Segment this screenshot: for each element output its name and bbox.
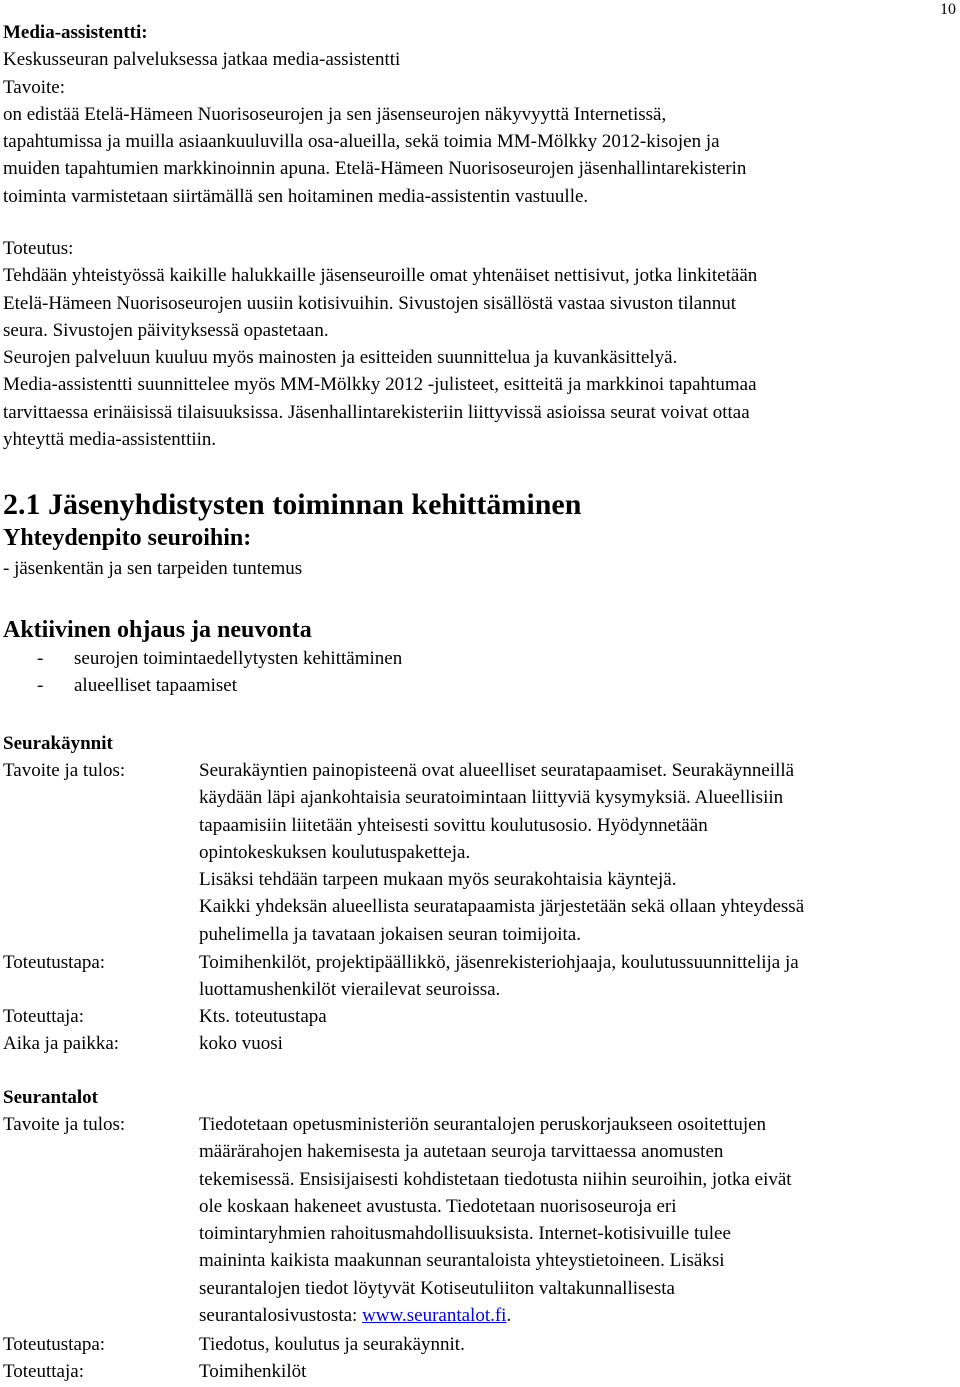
row-value: Kts. toteutustapa [199,1006,327,1027]
seurantalot-link[interactable]: www.seurantalot.fi [362,1305,507,1327]
toteutus-line: seura. Sivustojen päivityksessä opastetaan. [3,319,329,341]
row-value [199,757,958,948]
section-subtitle: Yhteydenpito seuroihin: [3,525,252,551]
row-value [199,949,958,1004]
row-value: Toimihenkilöt [199,1361,307,1382]
value-line: tekemisessä. Ensisijaisesti kohdistetaan tiedotusta niihin seuroihin, jotka eivät [199,1168,792,1190]
value-line: seurantalojen tiedot löytyvät Kotiseutuliiton valtakunnallisesta [199,1277,675,1299]
seurantalot-toteutustapa-row [3,1331,958,1358]
row-value: koko vuosi [199,1033,283,1054]
toteutus-line: Seurojen palveluun kuuluu myös mainosten ja esitteiden suunnittelua ja kuvankäsittelyä. [3,347,678,369]
value-line: tapaamisiin liitetään yhteisesti sovittu koulutusosio. Hyödynnetään [199,814,708,836]
value-line: Kaikki yhdeksän alueellista seuratapaamista järjestetään sekä ollaan yhteydessä [199,896,805,918]
row-value [199,1111,958,1329]
row-label: Toteuttaja: [3,1006,84,1027]
link-prefix: seurantalosivustosta: [199,1305,363,1327]
seurantalot-heading: Seurantalot [3,1087,98,1108]
seurantalot-tavoite-row [3,1111,958,1329]
toteutus-section [3,235,958,453]
seurakaynnit-toteutustapa-row [3,949,958,1004]
tavoite-line: muiden tapahtumien markkinoinnin apuna. Etelä-Hämeen Nuorisoseurojen jäsenhallintarekisterin [3,158,747,180]
value-line: toimintaryhmien rahoitusmahdollisuuksista. Internet-kotisivuille tulee [199,1223,731,1245]
list-item-text: alueelliset tapaamiset [74,675,238,697]
section-2-1 [3,487,958,582]
seurakaynnit-heading: Seurakäynnit [3,733,113,754]
row-label: Toteuttaja: [3,1361,84,1382]
page-number: 10 [940,1,956,18]
value-line: puhelimella ja tavataan jokaisen seuran toimijoita. [199,923,581,945]
section-title: 2.1 Jäsenyhdistysten toiminnan kehittäminen [3,488,582,521]
value-line: Seurakäyntien painopisteenä ovat alueelliset seuratapaamiset. Seurakäynneillä [199,760,795,781]
seurakaynnit-toteuttaja-row [3,1003,958,1030]
value-line: opintokeskuksen koulutuspaketteja. [199,841,471,863]
tavoite-line: on edistää Etelä-Hämeen Nuorisoseurojen ja sen jäsenseurojen näkyvyyttä Internetissä, [3,103,667,125]
tavoite-line: toiminta varmistetaan siirtämällä sen hoitaminen media-assistentin vastuulle. [3,185,589,207]
row-label: Toteutustapa: [3,952,106,973]
media-intro: Keskusseuran palveluksessa jatkaa media-assistentti [3,49,401,71]
media-heading: Media-assistentti: [3,22,148,43]
seurakaynnit-tavoite-row [3,757,958,948]
row-label: Aika ja paikka: [3,1033,120,1054]
media-assistant-section [3,19,958,210]
value-line: Toimihenkilöt, projektipäällikkö, jäsenrekisteriohjaaja, koulutussuunnittelija ja [199,952,799,973]
toteutus-line: yhteyttä media-assistenttiin. [3,429,217,451]
value-line: maininta kaikista maakunnan seurantaloista yhteystietoineen. Lisäksi [199,1250,725,1272]
value-line: Lisäksi tehdään tarpeen mukaan myös seurakohtaisia käyntejä. [199,869,677,891]
value-line [199,1302,958,1329]
row-label: Toteutustapa: [3,1334,106,1355]
value-line: luottamushenkilöt vierailevat seuroissa. [199,979,501,1001]
seurantalot-toteuttaja-row [3,1358,958,1385]
tavoite-line: tapahtumissa ja muilla asiaankuuluvilla osa-alueilla, sekä toimia MM-Mölkky 2012-kisojen ja [3,131,720,153]
value-line: ole koskaan hakeneet avustusta. Tiedotetaan nuorisoseuroja eri [199,1195,677,1217]
row-value: Tiedotus, koulutus ja seurakäynnit. [199,1334,465,1355]
row-label: Tavoite ja tulos: [3,1114,126,1135]
ohjaus-title: Aktiivinen ohjaus ja neuvonta [3,617,312,643]
section-line: - jäsenkentän ja sen tarpeiden tuntemus [3,558,303,579]
tavoite-label: Tavoite: [3,76,65,98]
ohjaus-section [3,615,958,700]
list-item [3,645,958,672]
toteutus-line: tarvittaessa erinäisissä tilaisuuksissa. Jäsenhallintarekisteriin liittyvissä asioissa seurat voivat ottaa [3,401,750,423]
toteutus-label: Toteutus: [3,238,74,259]
dash-marker: - [37,675,44,697]
toteutus-line: Media-assistentti suunnittelee myös MM-Mölkky 2012 -julisteet, esitteitä ja markkinoi tapahtumaa [3,374,757,396]
value-line: käydään läpi ajankohtaisia seuratoimintaan liittyviä kysymyksiä. Alueellisiin [199,787,784,809]
list-item-text: seurojen toimintaedellytysten kehittäminen [74,648,403,669]
toteutus-line: Etelä-Hämeen Nuorisoseurojen uusiin kotisivuihin. Sivustojen sisällöstä vastaa sivuston tilannut [3,292,736,314]
value-line: Tiedotetaan opetusministeriön seurantalojen peruskorjaukseen osoitettujen [199,1114,767,1135]
row-label: Tavoite ja tulos: [3,760,126,781]
toteutus-line: Tehdään yhteistyössä kaikille halukkaille jäsenseuroille omat yhtenäiset nettisivut, jotka linkitetään [3,265,758,287]
value-line: määrärahojen hakemisesta ja autetaan seuroja tarvittaessa anomusten [199,1141,724,1163]
list-item [3,672,958,699]
dash-marker: - [37,648,44,669]
link-suffix: . [506,1305,512,1327]
seurakaynnit-aika-row [3,1030,958,1057]
